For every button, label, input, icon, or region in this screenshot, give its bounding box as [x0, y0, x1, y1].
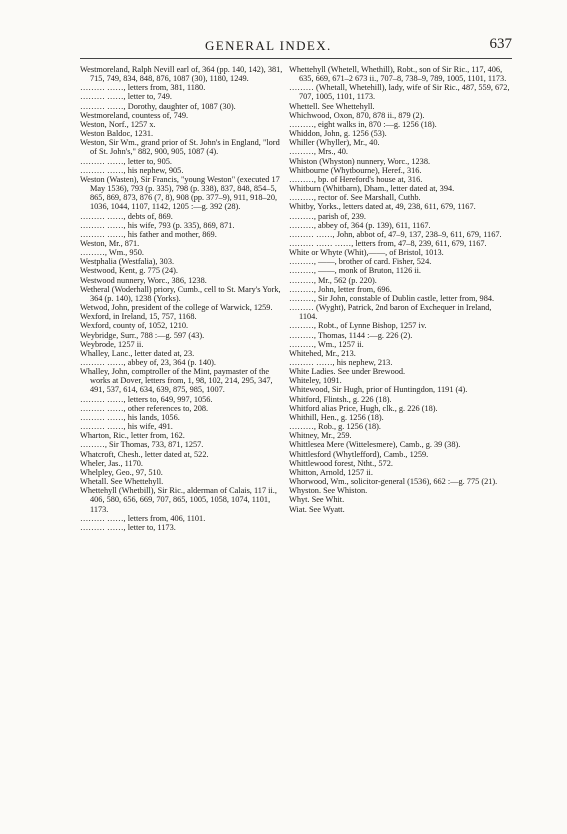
index-entry: Whittlesford (Whytlefford), Camb., 1259. [289, 449, 429, 459]
index-entry: Wheler, Jas., 1170. [80, 458, 143, 468]
index-entry: Weybridge, Surr., 788 :—g. 597 (43). [80, 330, 205, 340]
index-entry: Wetwod, John, president of the college of Warwick, 1259. [80, 303, 273, 313]
page-header [80, 38, 510, 52]
index-entry: Whitford, Flintsh., g. 226 (18). [289, 394, 392, 404]
index-entry: Whetall. See Whettehyll. [80, 477, 164, 487]
index-entry: ……… (Whetall, Whetehill), lady, wife of Sir Ric., 487, 559, 672, 707, 1005, 1101, 1173. [289, 83, 510, 102]
index-entry: ………, ——, brother of card. Fisher, 524. [289, 257, 432, 267]
index-entry: ………, Wm., 1257 ii. [289, 339, 364, 349]
index-entry: White or Whyte (Whit),——, of Bristol, 1013. [289, 248, 444, 258]
index-entry: Whiller (Whyller), Mr., 40. [289, 138, 380, 148]
index-entry: Weston (Wasten), Sir Francis, "young Weston" (executed 17 May 1536), 793 (p. 335), 798 (p. 338), 837, 848, 854–5, 865, 869, 873, 876 (7, 8), 908 (pp. 377–9), 911, 918–20, 1036, 1044, 1107, 1142, 1205 :—g. 392 (28). [80, 174, 280, 212]
index-entry: Westmoreland, countess of, 749. [80, 110, 189, 120]
index-entry: ………, Thomas, 1144 :—g. 226 (2). [289, 330, 413, 340]
index-entry: Whettehyll (Whetbill), Sir Ric., alderman of Calais, 117 ii., 406, 580, 656, 669, 707, 865, 1005, 1058, 1074, 1101, 1173. [80, 486, 277, 514]
index-entry: ……… ……, his nephew, 213. [289, 358, 393, 367]
index-entry: ……… ……, letter to, 905. [80, 156, 172, 166]
page-number: 637 [489, 36, 512, 52]
index-entry: ……… ……, his wife, 793 (p. 335), 869, 871. [80, 220, 235, 230]
index-entry: ……… ……, abbey of, 23, 364 (p. 140). [80, 358, 216, 367]
index-entry: Weybrode, 1257 ii. [80, 339, 144, 349]
index-entry: ………, John, letter from, 696. [289, 284, 392, 294]
index-entry: Wexford, in Ireland, 15, 757, 1168. [80, 312, 197, 322]
index-entry: Whitburn (Whitbarn), Dham., letter dated at, 394. [289, 184, 455, 194]
index-entry: Whyston. See Whiston. [289, 486, 368, 496]
index-entry: Whitewood, Sir Hugh, prior of Huntingdon, 1191 (4). [289, 385, 468, 395]
index-entry: Westmoreland, Ralph Nevill earl of, 364 (pp. 140, 142), 381, 715, 749, 834, 848, 876, 1087 (30), 1180, 1249. [80, 65, 283, 84]
index-entry: Whalley, Lanc., letter dated at, 23. [80, 348, 195, 358]
index-entry: White Ladies. See under Brewood. [289, 367, 406, 377]
index-entry: Whichwood, Oxon, 870, 878 ii., 879 (2). [289, 110, 425, 120]
header-rule [80, 58, 512, 59]
index-entry: ……… ……, letters from, 381, 1180. [80, 83, 206, 93]
index-entry: ………, Rob., g. 1256 (18). [289, 422, 381, 432]
index-entry: Westwood nunnery, Worc., 386, 1238. [80, 275, 207, 285]
index-entry: Weston, Sir Wm., grand prior of St. John's in England, "lord of St. John's," 882, 900, 905, 1087 (4). [80, 138, 280, 157]
index-entry: ……… ……, letters from, 406, 1101. [80, 513, 206, 523]
index-entry: Westphalia (Westfalia), 303. [80, 257, 175, 267]
index-entry: ……… ……, John, abbot of, 47–9, 137, 238–9, 611, 679, 1167. [289, 229, 502, 239]
index-entry: ………, Mrs., 40. [289, 147, 349, 157]
index-entry: Whelpley, Geo., 97, 510. [80, 467, 163, 477]
index-entry: Whiddon, John, g. 1256 (53). [289, 129, 387, 139]
index-entry: Whiteley, 1091. [289, 376, 342, 386]
index-entry: ………, ——, monk of Bruton, 1126 ii. [289, 266, 421, 276]
index-entry: ……… ……, letters to, 649, 997, 1056. [80, 394, 213, 404]
index-entry: Whorwood, Wm., solicitor-general (1536), 662 :—g. 775 (21). [289, 477, 498, 487]
index-entry: ……… ……, his wife, 491. [80, 422, 173, 432]
index-entry: Whitehed, Mr., 213. [289, 348, 356, 358]
index-entry: ………, bp. of Hereford's house at, 316. [289, 174, 423, 184]
index-entry: Wetheral (Woderhall) priory, Cumb., cell to St. Mary's York, 364 (p. 140), 1238 (Yorks). [80, 284, 281, 303]
index-entry: Whalley, John, comptroller of the Mint, paymaster of the works at Dover, letters from, 1, 98, 102, 214, 295, 347, 491, 537, 614, 634, 639, 875, 985, 1007. [80, 367, 273, 395]
index-entry: Weston, Mr., 871. [80, 238, 140, 248]
running-title: GENERAL INDEX. [205, 38, 332, 53]
index-entry: Whitney, Mr., 259. [289, 431, 352, 441]
index-entry: Weston Baldoc, 1231. [80, 129, 154, 139]
index-entry: ……… ……, debts of, 869. [80, 211, 173, 221]
index-entry: ……… …… ……, letters from, 47–8, 239, 611, 679, 1167. [289, 238, 487, 248]
index-entry: Wexford, county of, 1052, 1210. [80, 321, 189, 331]
index-entry: ……… ……, his lands, 1056. [80, 412, 180, 422]
index-entry: Whittlesea Mere (Wittelesmere), Camb., g. 39 (38). [289, 440, 461, 450]
index-entry: ………, Wm., 950. [80, 248, 144, 258]
index-column-left [80, 65, 285, 532]
index-entry: Whettell. See Whettehyll. [289, 101, 375, 111]
index-entry: ………, Mr., 562 (p. 220). [289, 275, 377, 285]
index-entry: ……… ……, letter to, 1173. [80, 522, 176, 532]
index-entry: Westwood, Kent, g. 775 (24). [80, 266, 178, 276]
index-entry: ……… ……, his father and mother, 869. [80, 229, 217, 239]
index-column-right [289, 65, 511, 514]
index-entry: ………, rector of. See Marshall, Cuthb. [289, 193, 421, 203]
index-entry: ……… ……, other references to, 208. [80, 403, 209, 413]
index-entry: Wiat. See Wyatt. [289, 504, 345, 514]
index-entry: ……… (Wyght), Patrick, 2nd baron of Exchequer in Ireland, 1104. [289, 303, 492, 322]
index-entry: ……… ……, Dorothy, daughter of, 1087 (30). [80, 101, 236, 111]
index-entry: Whitford alias Price, Hugh, clk., g. 226 (18). [289, 403, 438, 413]
index-entry: ……… ……, his nephew, 905. [80, 165, 184, 175]
index-entry: Whittlewood forest, Ntht., 572. [289, 458, 393, 468]
index-entry: ………, abbey of, 364 (p. 139), 611, 1167. [289, 220, 431, 230]
index-entry: Whiston (Whyston) nunnery, Worc., 1238. [289, 156, 431, 166]
index-entry: ………, parish of, 239. [289, 211, 366, 221]
index-entry: ……… ……, letter to, 749. [80, 92, 172, 102]
index-entry: Whatcroft, Chesh., letter dated at, 522. [80, 449, 209, 459]
index-entry: Whithill, Hen., g. 1256 (18). [289, 412, 384, 422]
index-entry: Whyt. See Whit. [289, 495, 345, 505]
index-entry: ………, Sir John, constable of Dublin castle, letter from, 984. [289, 293, 495, 303]
index-entry: Whitbourne (Whytbourne), Heref., 316. [289, 165, 422, 175]
index-entry: ………, eight walks in, 870 :—g. 1256 (18). [289, 119, 437, 129]
index-entry: Whitby, Yorks., letters dated at, 49, 238, 611, 679, 1167. [289, 202, 476, 212]
index-entry: ………, Robt., of Lynne Bishop, 1257 iv. [289, 321, 427, 331]
index-entry: Wharton, Ric., letter from, 162. [80, 431, 185, 441]
index-entry: Whitton, Arnold, 1257 ii. [289, 467, 373, 477]
index-entry: Whettehyll (Whetell, Whethill), Robt., son of Sir Ric., 117, 406, 635, 669, 671–2 673 ii., 707–8, 738–9, 789, 1005, 1101, 1173. [289, 65, 507, 84]
index-entry: ………, Sir Thomas, 733, 871, 1257. [80, 440, 204, 450]
index-entry: Weston, Norf., 1257 x. [80, 119, 156, 129]
